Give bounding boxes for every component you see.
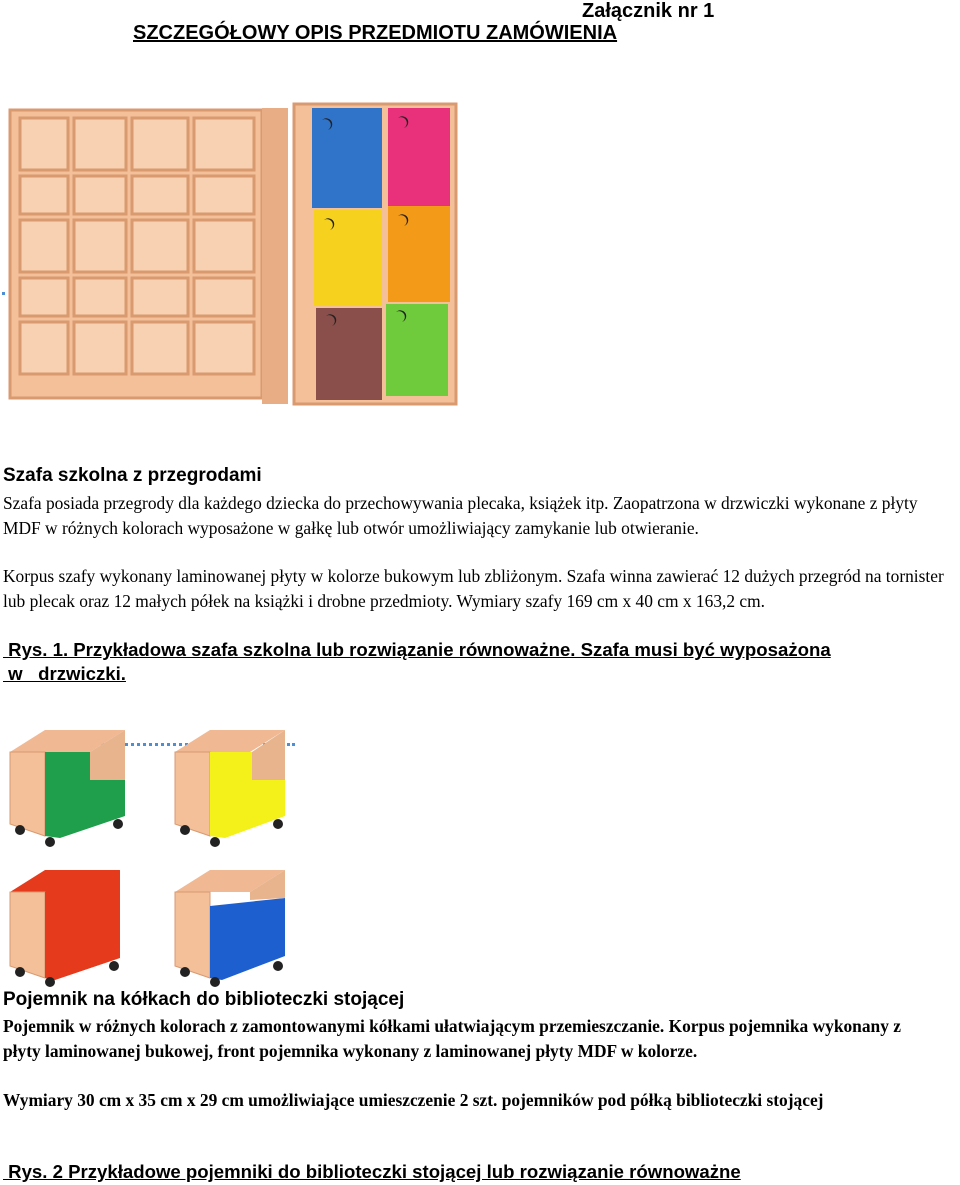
- door-cabinet: [294, 104, 456, 404]
- bin-red: [10, 870, 120, 987]
- section1-caption-line1: Rys. 1. Przykładowa szafa szkolna lub rozwiązanie równoważne. Szafa musi być wyposażona: [3, 639, 831, 660]
- bin-blue: [175, 870, 285, 987]
- bins-illustration: [0, 720, 300, 990]
- section1-specs: Korpus szafy wykonany laminowanej płyty w kolorze bukowym lub zbliżonym. Szafa winna zawierać 12 dużych przegród na tornister lub plecak oraz 12 małych półek na książki i drobne przedmioty. Wymiary szafy 169 cm x 40 cm x 163,2 cm.: [3, 566, 944, 611]
- annex-label: Załącznik nr 1: [582, 0, 715, 22]
- section2-description: Pojemnik w różnych kolorach z zamontowanymi kółkami ułatwiającym przemieszczanie. Korpus pojemnika wykonany z płyty laminowanej bukowej, front pojemnika wykonany z laminowanej płyty MDF w kolorze.: [3, 1016, 901, 1061]
- section1-heading: Szafa szkolna z przegrodami: [3, 465, 262, 486]
- section1-description: Szafa posiada przegrody dla każdego dziecka do przechowywania plecaka, książek itp. Zaopatrzona w drzwiczki wykonane z płyty MDF w różnych kolorach wyposażone w gałkę lub otwór umożliwiający zamykanie lub otwieranie.: [3, 493, 918, 538]
- section1-caption-line2: w drzwiczki.: [3, 663, 126, 684]
- section2-dimensions: Wymiary 30 cm x 35 cm x 29 cm umożliwiające umieszczenie 2 szt. pojemników pod półką biblioteczki stojącej: [3, 1090, 824, 1110]
- section2-caption: Rys. 2 Przykładowe pojemniki do biblioteczki stojącej lub rozwiązanie równoważne: [3, 1161, 741, 1182]
- section2-heading: Pojemnik na kółkach do biblioteczki stojącej: [3, 989, 405, 1010]
- cabinet-illustration: [0, 98, 460, 418]
- page-title: SZCZEGÓŁOWY OPIS PRZEDMIOTU ZAMÓWIENIA: [133, 22, 618, 44]
- bin-yellow: [175, 730, 285, 847]
- bin-green: [10, 730, 125, 847]
- open-cabinet: [10, 108, 288, 404]
